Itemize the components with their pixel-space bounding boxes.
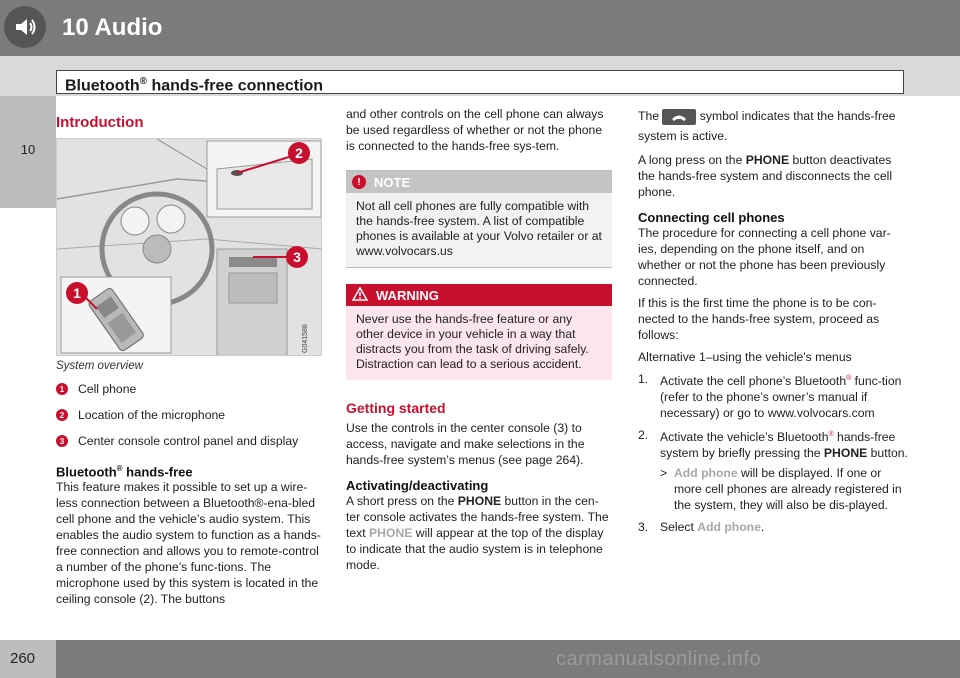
bluetooth-handsfree-body: This feature makes it possible to set up a wire-less connection between a Bluetooth®-ena-bled cell phone and the vehicle’s audio system. This enables the audio system to function as a hands-free connection and allows you to remote-control a number of the phone’s func-tions. The microphone used by this system is located in the ceiling console (2). The buttons — [56, 480, 321, 607]
system-overview-figure — [56, 138, 322, 356]
intro-continued: and other controls on the cell phone can always be used regardless of whether or not the phone is connected to the hands-free sys-tem. — [346, 107, 604, 153]
legend-text: Cell phone — [78, 382, 137, 396]
legend-item — [56, 376, 326, 402]
step-result: > Add phone will be displayed. If one or more cell phones are already registered in the system, they will also be dis-played. — [660, 466, 902, 513]
figure-marker-1 — [66, 282, 88, 304]
legend-marker: 1 — [56, 383, 68, 395]
bluetooth-handsfree-heading: Bluetooth® hands-free — [56, 464, 193, 480]
steps-list — [638, 371, 908, 535]
warning-callout — [346, 284, 612, 380]
step-item: 2. Activate the vehicle’s Bluetooth® hands-free system by briefly pressing the PHONE button. — [638, 428, 908, 461]
activating-heading: Activating/deactivating — [346, 478, 489, 493]
column-left — [56, 114, 326, 131]
chapter-side-number: 10 — [20, 142, 36, 157]
legend-text: Center console control panel and display — [78, 434, 299, 448]
svg-text:3: 3 — [293, 249, 301, 265]
warning-header: WARNING — [346, 284, 612, 306]
legend-marker: 3 — [56, 435, 68, 447]
watermark: carmanualsonline.info — [556, 648, 762, 670]
symbol-paragraph: The symbol indicates that the hands-free system is active. — [638, 109, 896, 143]
step-item: 1. Activate the cell phone’s Bluetooth® func-tion (refer to the phone’s owner’s manual if necessary) or go to www.volvocars.com — [638, 372, 902, 421]
column-middle — [346, 106, 612, 573]
phone-handset-icon — [662, 109, 696, 125]
activating-body: A short press on the PHONE button in the cen-ter console activates the hands-free system. The text PHONE will appear at the top of the display to indicate that the audio system is in telephone mode. — [346, 494, 609, 572]
figure-marker-2 — [288, 142, 310, 164]
legend-item — [56, 428, 326, 454]
getting-started-body: Use the controls in the center console (3) to access, navigate and make selections in the hands-free system’s menus (see page 264). — [346, 421, 585, 467]
figure-caption: System overview — [56, 360, 143, 372]
legend-marker: 2 — [56, 409, 68, 421]
info-icon: ! — [352, 175, 366, 189]
first-time-paragraph: If this is the first time the phone is to be con-nected to the hands-free system, proceed as follows: — [638, 296, 880, 342]
page-number: 260 — [10, 650, 36, 667]
note-text: Not all cell phones are fully compatible with the hands-free system. A list of compatible phones is available at your Volvo retailer or at www.volvocars.us — [356, 199, 602, 258]
warning-triangle-icon — [352, 287, 368, 304]
connecting-heading: Connecting cell phones — [638, 210, 785, 225]
introduction-heading: Introduction — [56, 114, 144, 131]
figure-code: G041588 — [302, 324, 309, 353]
long-press-paragraph: A long press on the PHONE button deactivates the hands-free system and disconnects the cell phone. — [638, 153, 893, 199]
figure-caption-block — [56, 360, 326, 607]
connecting-body: The procedure for connecting a cell phone var-ies, depending on the phone itself, and on whether or not the phone has been previously connected. — [638, 226, 891, 288]
legend-text: Location of the microphone — [78, 408, 226, 422]
note-header: ! NOTE — [346, 171, 612, 193]
legend-item — [56, 402, 326, 428]
alternative-1: Alternative 1–using the vehicle's menus — [638, 350, 852, 364]
footer-bar — [56, 640, 960, 678]
column-right — [638, 106, 908, 535]
svg-text:1: 1 — [73, 285, 81, 301]
speaker-icon — [4, 6, 46, 48]
svg-text:2: 2 — [295, 145, 303, 161]
figure-marker-3 — [286, 246, 308, 268]
note-callout — [346, 170, 612, 268]
warning-text: Never use the hands-free feature or any other device in your vehicle in a way that distracts you from the task of driving safely. Distraction can lead to a serious accident. — [356, 312, 589, 371]
step-item: 3. Select Add phone. — [638, 520, 765, 535]
chapter-title: 10 Audio — [62, 14, 163, 41]
section-title: Bluetooth® hands-free connection — [56, 70, 904, 94]
legend-list — [56, 376, 326, 454]
getting-started-heading: Getting started — [346, 400, 446, 416]
